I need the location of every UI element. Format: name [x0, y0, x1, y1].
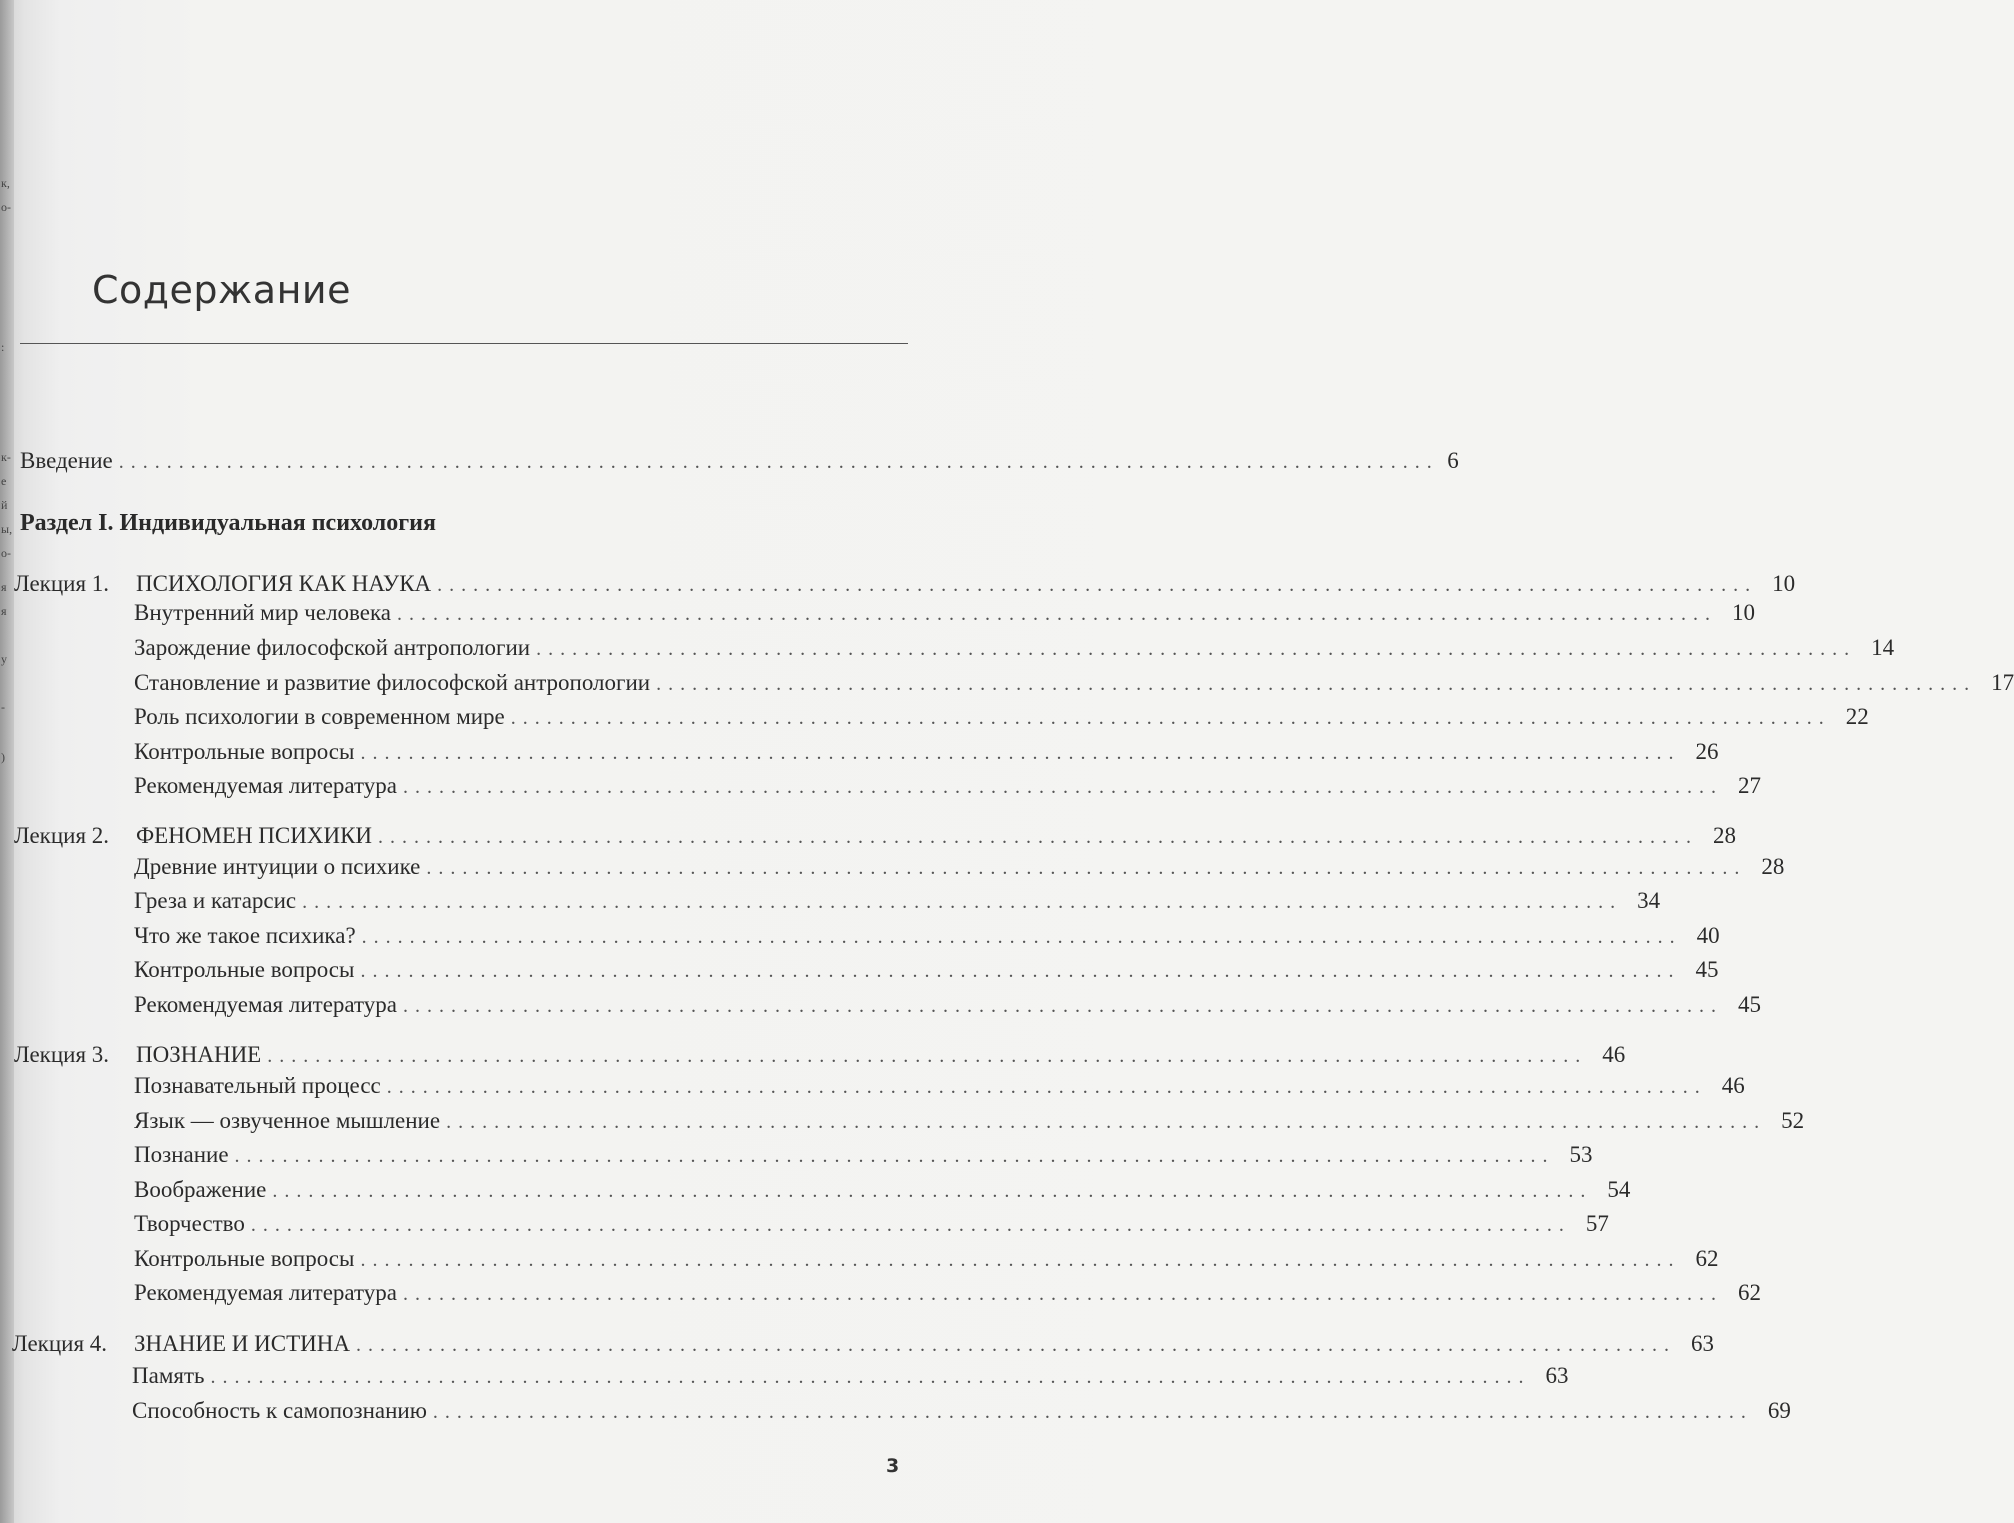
- lecture-label: Лекция 3.: [14, 1042, 110, 1067]
- toc-entry-text: Язык — озвученное мышление: [134, 1108, 441, 1133]
- toc-lecture-4: [12, 1329, 1714, 1360]
- toc-entry-text: Познавательный процесс: [134, 1073, 381, 1098]
- toc-leader-dots: ..............................................................................................................: [403, 776, 1723, 798]
- toc-leader-dots: ..............................................................................................................: [397, 603, 1718, 625]
- lecture-title: ЗНАНИЕ И ИСТИНА: [134, 1331, 350, 1356]
- toc-page-number: 45: [1695, 957, 1719, 982]
- toc-entry-text: Контрольные вопросы: [134, 1246, 355, 1271]
- toc-subentry: [134, 1175, 1631, 1206]
- toc-subentry: [134, 737, 1719, 768]
- toc-page-number: 69: [1767, 1398, 1791, 1423]
- toc-leader-dots: ..............................................................................................................: [403, 1283, 1723, 1305]
- toc-subentry: [134, 1244, 1719, 1275]
- toc-leader-dots: ..............................................................................................................: [386, 1076, 1707, 1098]
- toc-page-number: 57: [1585, 1211, 1609, 1236]
- toc-entry-text: Память: [132, 1363, 205, 1388]
- lecture-title: ПОЗНАНИЕ: [136, 1042, 262, 1067]
- toc-subentry: [134, 990, 1761, 1021]
- toc-lecture-3: [14, 1040, 1626, 1071]
- toc-entry-text: Внутренний мир человека: [134, 600, 392, 625]
- title-divider: [20, 343, 908, 344]
- toc-page-number: 27: [1738, 773, 1761, 798]
- toc-page-number: 34: [1637, 888, 1661, 913]
- lecture-title: ФЕНОМЕН ПСИХИКИ: [136, 823, 373, 848]
- toc-leader-dots: ..............................................................................................................: [250, 1214, 1571, 1236]
- toc-subentry: [134, 1140, 1593, 1171]
- toc-page-number: 63: [1545, 1363, 1569, 1388]
- toc-leader-dots: ..............................................................................................................: [432, 1401, 1753, 1423]
- lecture-label: Лекция 1.: [14, 571, 110, 596]
- edge-fragment: ): [1, 750, 5, 764]
- toc-leader-dots: ..............................................................................................................: [426, 857, 1747, 879]
- toc-subentry: [134, 886, 1661, 917]
- toc-page-number: 10: [1732, 600, 1756, 625]
- toc-leader-dots: ..............................................................................................................: [118, 451, 1439, 473]
- toc-entry-text: Рекомендуемая литература: [134, 773, 397, 798]
- edge-fragment: о-: [1, 546, 11, 560]
- section-heading: Раздел I. Индивидуальная психология: [20, 510, 436, 536]
- toc-entry-text: Роль психологии в современном мире: [134, 704, 505, 729]
- toc-subentry: [134, 771, 1761, 802]
- toc-page-number: 62: [1738, 1280, 1761, 1305]
- toc-entry-text: Греза и катарсис: [134, 888, 297, 913]
- lecture-label: Лекция 4.: [12, 1331, 108, 1356]
- toc-page-number: 46: [1721, 1073, 1745, 1098]
- toc-page-number: 6: [1447, 448, 1459, 473]
- toc-page-number: 28: [1713, 823, 1737, 848]
- toc-entry-text: Становление и развитие философской антропологии: [134, 670, 651, 695]
- toc-page-number: 46: [1602, 1042, 1626, 1067]
- edge-fragment: я: [1, 604, 7, 618]
- toc-page-number: 10: [1772, 571, 1796, 596]
- toc-subentry: [134, 852, 1785, 883]
- toc-page-number: 45: [1738, 992, 1761, 1017]
- toc-page-number: 17: [1991, 670, 2014, 695]
- edge-fragment: о-: [1, 200, 11, 214]
- toc-subentry: [134, 955, 1719, 986]
- toc-entry-text: Познание: [134, 1142, 229, 1167]
- toc-lecture-2: [14, 821, 1737, 852]
- edge-fragment: е: [1, 474, 7, 488]
- toc-leader-dots: ..............................................................................................................: [267, 1045, 1588, 1067]
- toc-entry-text: Зарождение философской антропологии: [134, 635, 531, 660]
- toc-subentry: [134, 598, 1756, 629]
- lecture-label: Лекция 2.: [14, 823, 110, 848]
- toc-subentry: [132, 1396, 1791, 1427]
- toc-page-number: 14: [1871, 635, 1895, 660]
- edge-fragment: й: [1, 498, 8, 512]
- toc-entry-text: Рекомендуемая литература: [134, 1280, 397, 1305]
- edge-fragment: я: [1, 580, 7, 594]
- page-number: 3: [886, 1455, 900, 1477]
- toc-leader-dots: ..............................................................................................................: [656, 673, 1977, 695]
- edge-fragment: к,: [1, 176, 10, 190]
- toc-leader-dots: ..............................................................................................................: [302, 891, 1623, 913]
- page-title: Содержание: [92, 268, 351, 312]
- toc-leader-dots: ..............................................................................................................: [378, 826, 1699, 848]
- lecture-title: ПСИХОЛОГИЯ КАК НАУКА: [136, 571, 432, 596]
- toc-page-number: 22: [1845, 704, 1869, 729]
- toc-subentry: [134, 1071, 1745, 1102]
- toc-leader-dots: ..............................................................................................................: [234, 1145, 1555, 1167]
- toc-leader-dots: ..............................................................................................................: [510, 707, 1831, 729]
- toc-leader-dots: ..............................................................................................................: [403, 995, 1723, 1017]
- toc-lecture-1: [14, 569, 1796, 600]
- toc-leader-dots: ..............................................................................................................: [272, 1180, 1593, 1202]
- toc-subentry: [134, 1278, 1761, 1309]
- toc-subentry: [132, 1361, 1569, 1392]
- toc-page-number: 26: [1695, 739, 1719, 764]
- edge-fragment: :: [1, 340, 5, 354]
- toc-subentry: [134, 1209, 1609, 1240]
- toc-entry-text: Воображение: [134, 1177, 267, 1202]
- toc-subentry: [134, 921, 1720, 952]
- edge-fragment: ы,: [1, 522, 13, 536]
- toc-page-number: 40: [1696, 923, 1720, 948]
- toc-entry-text: Что же такое психика?: [134, 923, 356, 948]
- toc-leader-dots: ..............................................................................................................: [210, 1366, 1531, 1388]
- toc-entry-text: Введение: [20, 448, 113, 473]
- toc-page-number: 53: [1569, 1142, 1593, 1167]
- toc-page-number: 63: [1690, 1331, 1714, 1356]
- toc-page-number: 28: [1761, 854, 1785, 879]
- edge-fragment: к-: [1, 450, 11, 464]
- toc-leader-dots: ..............................................................................................................: [361, 926, 1682, 948]
- toc-leader-dots: ..............................................................................................................: [536, 638, 1857, 660]
- toc-leader-dots: ..............................................................................................................: [360, 1249, 1681, 1271]
- toc-leader-dots: ..............................................................................................................: [446, 1111, 1767, 1133]
- toc-leader-dots: ..............................................................................................................: [355, 1334, 1676, 1356]
- toc-entry-text: Способность к самопознанию: [132, 1398, 427, 1423]
- toc-subentry: [134, 1106, 1805, 1137]
- toc-subentry: [134, 702, 1869, 733]
- toc-page-number: 52: [1781, 1108, 1805, 1133]
- toc-entry-text: Творчество: [134, 1211, 245, 1236]
- toc-subentry: [134, 633, 1895, 664]
- toc-entry-text: Контрольные вопросы: [134, 739, 355, 764]
- toc-entry-text: Контрольные вопросы: [134, 957, 355, 982]
- edge-fragment: -: [1, 700, 5, 714]
- toc-leader-dots: ..............................................................................................................: [360, 960, 1681, 982]
- toc-entry-intro: [20, 446, 1459, 477]
- previous-page-edge: [0, 0, 14, 1523]
- toc-entry-text: Древние интуиции о психике: [134, 854, 421, 879]
- toc-leader-dots: ..............................................................................................................: [437, 574, 1758, 596]
- toc-subentry: [134, 668, 2014, 699]
- toc-entry-text: Рекомендуемая литература: [134, 992, 397, 1017]
- toc-page-number: 62: [1695, 1246, 1719, 1271]
- toc-page-number: 54: [1607, 1177, 1631, 1202]
- toc-leader-dots: ..............................................................................................................: [360, 742, 1681, 764]
- edge-fragment: у: [1, 652, 7, 666]
